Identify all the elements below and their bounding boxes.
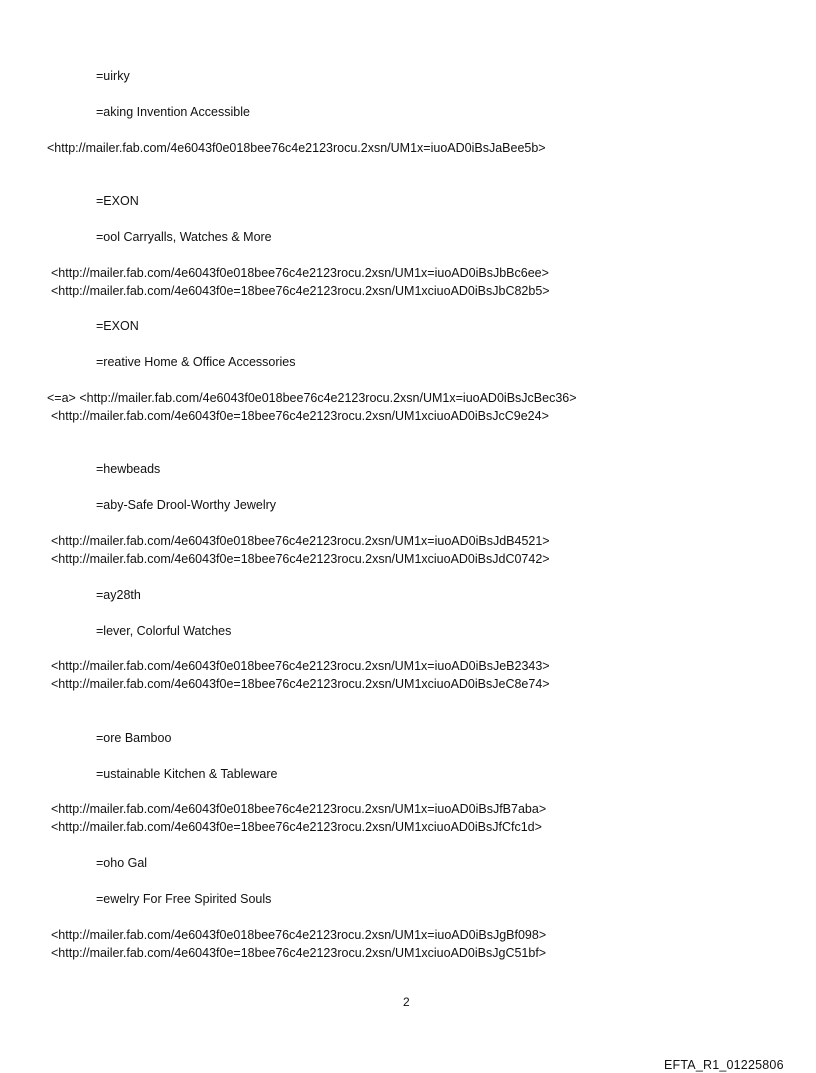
- page-number: 2: [403, 995, 410, 1009]
- bates-stamp: EFTA_R1_01225806: [664, 1058, 784, 1072]
- mailer-link[interactable]: <http://mailer.fab.com/4e6043f0e018bee76c4e2123rocu.2xsn/UM1x=iuoAD0iBsJaBee5b>: [47, 141, 546, 155]
- mailer-link[interactable]: <http://mailer.fab.com/4e6043f0e018bee76c4e2123rocu.2xsn/UM1x=iuoAD0iBsJdB4521>: [51, 534, 550, 548]
- mailer-link[interactable]: <http://mailer.fab.com/4e6043f0e018bee76c4e2123rocu.2xsn/UM1x=iuoAD0iBsJbBc6ee>: [51, 266, 549, 280]
- brand-tagline: =ool Carryalls, Watches & More: [96, 230, 272, 244]
- mailer-link[interactable]: <http://mailer.fab.com/4e6043f0e=18bee76c4e2123rocu.2xsn/UM1xciuoAD0iBsJfCfc1d>: [51, 820, 542, 834]
- brand-name: =hewbeads: [96, 462, 161, 476]
- brand-tagline: =ustainable Kitchen & Tableware: [96, 767, 278, 781]
- brand-tagline: =aking Invention Accessible: [96, 105, 250, 119]
- mailer-link[interactable]: <http://mailer.fab.com/4e6043f0e=18bee76c4e2123rocu.2xsn/UM1xciuoAD0iBsJdC0742>: [51, 552, 550, 566]
- brand-tagline: =aby-Safe Drool-Worthy Jewelry: [96, 498, 277, 512]
- mailer-link[interactable]: <http://mailer.fab.com/4e6043f0e=18bee76c4e2123rocu.2xsn/UM1xciuoAD0iBsJgC51bf>: [51, 946, 547, 960]
- brand-name: =oho Gal: [96, 856, 148, 870]
- brand-name: =uirky: [96, 69, 130, 83]
- brand-name: =ay28th: [96, 588, 141, 602]
- mailer-link[interactable]: <http://mailer.fab.com/4e6043f0e=18bee76c4e2123rocu.2xsn/UM1xciuoAD0iBsJcC9e24>: [51, 409, 549, 423]
- brand-tagline: =ewelry For Free Spirited Souls: [96, 892, 272, 906]
- brand-name: =EXON: [96, 194, 139, 208]
- mailer-link[interactable]: <=a> <http://mailer.fab.com/4e6043f0e018bee76c4e2123rocu.2xsn/UM1x=iuoAD0iBsJcBec36>: [47, 391, 577, 405]
- brand-tagline: =reative Home & Office Accessories: [96, 355, 296, 369]
- mailer-link[interactable]: <http://mailer.fab.com/4e6043f0e018bee76c4e2123rocu.2xsn/UM1x=iuoAD0iBsJgBf098>: [51, 928, 547, 942]
- mailer-link[interactable]: <http://mailer.fab.com/4e6043f0e018bee76c4e2123rocu.2xsn/UM1x=iuoAD0iBsJfB7aba>: [51, 802, 547, 816]
- mailer-link[interactable]: <http://mailer.fab.com/4e6043f0e=18bee76c4e2123rocu.2xsn/UM1xciuoAD0iBsJeC8e74>: [51, 677, 550, 691]
- brand-name: =EXON: [96, 319, 139, 333]
- mailer-link[interactable]: <http://mailer.fab.com/4e6043f0e018bee76c4e2123rocu.2xsn/UM1x=iuoAD0iBsJeB2343>: [51, 659, 550, 673]
- brand-tagline: =lever, Colorful Watches: [96, 624, 232, 638]
- brand-name: =ore Bamboo: [96, 731, 172, 745]
- mailer-link[interactable]: <http://mailer.fab.com/4e6043f0e=18bee76c4e2123rocu.2xsn/UM1xciuoAD0iBsJbC82b5>: [51, 284, 550, 298]
